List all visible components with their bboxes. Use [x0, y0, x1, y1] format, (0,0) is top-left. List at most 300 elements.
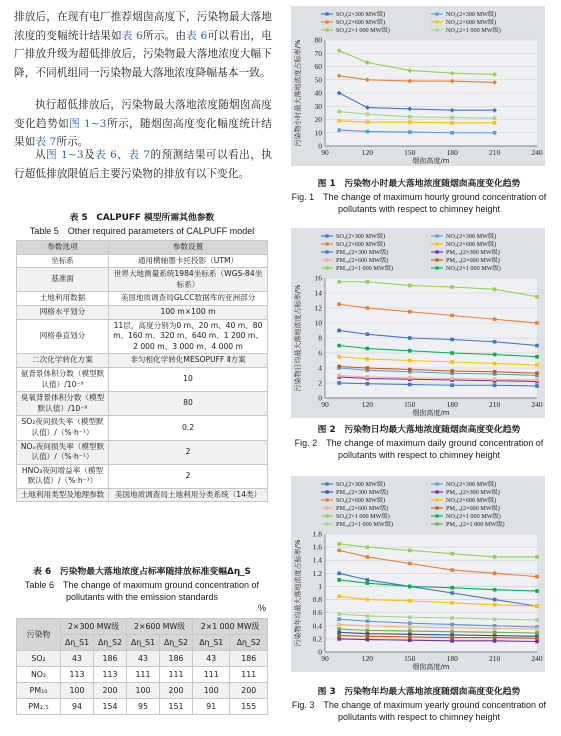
data-point [493, 631, 497, 635]
y-tick-label: 4 [318, 363, 322, 373]
data-point [366, 382, 370, 386]
legend-label: PM₂.₅(2×600 MW级) [446, 505, 500, 513]
data-point [450, 636, 454, 640]
x-tick-label: 90 [321, 148, 329, 157]
data-point [337, 365, 341, 369]
data-point [450, 377, 454, 381]
param-name-cell: 土地利用类型及地理参数 [17, 488, 109, 502]
data-point [493, 377, 497, 381]
data-point [366, 130, 370, 134]
data-point [450, 626, 454, 630]
data-point [535, 575, 539, 579]
data-point [535, 355, 539, 359]
legend-label: NO₂(2×300 MW级) [446, 11, 497, 19]
cross-reference-link[interactable]: 表 6 [95, 149, 117, 161]
data-point [366, 545, 370, 549]
table-row [17, 416, 268, 440]
paragraph-text: 排放后，在现有电厂推荐烟囱高度下，污染物最大落地浓度的变幅统计结果如 [14, 11, 272, 42]
x-tick-label: 120 [361, 148, 374, 157]
legend-label: PM₂.₅(2×300 MW级) [446, 249, 500, 257]
legend-label: NO₂(2×1 000 MW级) [446, 27, 501, 35]
data-point [408, 629, 412, 633]
y-tick-label: 1.8 [312, 529, 322, 539]
data-point [337, 594, 341, 598]
x-axis-label: 烟囱高度/m [412, 663, 450, 671]
legend-label: PM₁₀(2×300 MW级) [336, 249, 389, 257]
param-value-cell: 80 [109, 392, 268, 416]
data-point [535, 378, 539, 382]
legend-label: NO₂(2×600 MW级) [446, 241, 497, 249]
data-point [450, 568, 454, 572]
legend-label: NO₂(2×300 MW级) [446, 481, 497, 489]
data-point [337, 280, 341, 284]
value-cell: 186 [230, 651, 268, 667]
data-point [535, 627, 539, 631]
data-point [450, 338, 454, 342]
data-point [337, 542, 341, 546]
legend-marker [326, 482, 329, 485]
legend-marker [436, 250, 439, 253]
data-point [337, 617, 341, 621]
data-point [337, 381, 341, 385]
data-point [450, 639, 454, 643]
pollutant-cell: PM₂.₅ [17, 699, 61, 715]
paragraph-text: 的预测结果可以看出，执行超低排放限值后主要污染物的排放有以下变化。 [14, 149, 272, 180]
data-point [493, 603, 497, 607]
data-point [408, 585, 412, 589]
table-row [17, 667, 268, 683]
legend-marker [326, 12, 329, 15]
paragraph-3 [14, 146, 272, 183]
data-point [366, 112, 370, 116]
data-point [535, 640, 539, 644]
table6-subheader: Δη_S1 [127, 635, 160, 651]
cross-reference-link[interactable]: 图 1~3 [46, 149, 84, 161]
y-tick-label: 12 [314, 303, 322, 313]
x-tick-label: 210 [488, 654, 501, 663]
value-cell: 100 [127, 683, 160, 699]
figure-1-chart [291, 6, 545, 166]
x-tick-label: 180 [446, 654, 458, 663]
x-tick-label: 90 [321, 654, 329, 663]
data-point [337, 627, 341, 631]
figure-1-caption-zh: 图 1 污染物小时最大落地浓度随烟囱高度变化趋势 [317, 179, 521, 189]
cross-reference-link[interactable]: 表 7 [128, 149, 151, 161]
param-value-cell: 美国地质调查局GLCC数据库的亚洲部分 [109, 292, 268, 306]
table-row [17, 254, 268, 268]
legend-marker [436, 266, 439, 269]
y-tick-label: 50 [314, 75, 322, 85]
y-tick-label: 20 [314, 115, 322, 124]
value-cell: 111 [230, 667, 268, 683]
data-point [535, 384, 539, 388]
y-tick-label: 10 [314, 128, 322, 138]
legend-marker [436, 28, 439, 31]
legend-label: PM₁₀(2×300 MW级) [336, 489, 389, 497]
data-point [408, 359, 412, 363]
data-point [450, 285, 454, 289]
data-point [450, 314, 454, 318]
legend-label: NO₂(2×600 MW级) [446, 497, 497, 505]
legend-marker [326, 522, 329, 525]
legend-marker [326, 28, 329, 31]
value-cell: 200 [230, 683, 268, 699]
table6-unit: % [258, 603, 267, 613]
data-point [366, 306, 370, 310]
data-point [535, 589, 539, 593]
data-point [337, 612, 341, 616]
param-value-cell: 11层，高度分别为0 m、20 m、40 m、80 m、160 m、320 m、640 m、1 200 m、2 000 m、3 000 m、4 000 m [109, 319, 268, 354]
param-name-cell: 氨背景体积分数（模型默认值）/10⁻⁹ [17, 367, 109, 391]
table6-subheader: Δη_S1 [193, 635, 230, 651]
legend-label: PM₁₀(2×1 000 MW级) [336, 521, 393, 529]
table-row [17, 292, 268, 306]
data-point [408, 368, 412, 372]
param-value-cell: 非匀相化学转化MESOPUFF Ⅱ方案 [109, 354, 268, 368]
value-cell: 43 [61, 651, 94, 667]
param-name-cell: 坐标系 [17, 254, 109, 268]
value-cell: 43 [127, 651, 160, 667]
value-cell: 111 [127, 667, 160, 683]
data-point [366, 280, 370, 284]
data-point [493, 317, 497, 321]
data-point [366, 357, 370, 361]
table6-subheader: Δη_S2 [230, 635, 268, 651]
legend-marker [326, 20, 329, 23]
value-cell: 154 [94, 699, 127, 715]
value-cell: 151 [160, 699, 193, 715]
value-cell: 111 [160, 667, 193, 683]
data-point [366, 614, 370, 618]
data-point [493, 131, 497, 135]
value-cell: 186 [160, 651, 193, 667]
data-point [535, 636, 539, 640]
legend-marker [436, 234, 439, 237]
x-tick-label: 240 [531, 148, 543, 157]
x-tick-label: 150 [404, 654, 416, 663]
cross-reference-link[interactable]: 表 7 [35, 136, 57, 149]
figure-2-chart [291, 228, 545, 418]
y-tick-label: 0 [318, 647, 322, 657]
table-row [17, 488, 268, 502]
legend-marker [436, 490, 439, 493]
figure-3-caption-en: Fig. 3 The change of maximum yearly ground concentration of pollutants with respect to chimney height [291, 699, 547, 722]
value-cell: 200 [94, 683, 127, 699]
data-point [408, 635, 412, 639]
paragraph-text: 、 [116, 149, 129, 161]
x-axis-label: 烟囱高度/m [412, 157, 450, 165]
table-row [17, 367, 268, 391]
legend-label: PM₂.₅(2×300 MW级) [446, 489, 500, 497]
legend-marker [436, 20, 439, 23]
y-tick-label: 14 [314, 288, 322, 298]
data-point [337, 344, 341, 348]
data-point [450, 586, 454, 590]
data-point [450, 616, 454, 620]
data-point [450, 131, 454, 135]
x-tick-label: 90 [321, 400, 329, 409]
data-point [366, 619, 370, 623]
pollutant-cell: NO₂ [17, 667, 61, 683]
data-point [366, 638, 370, 642]
table6-subheader: Δη_S2 [94, 635, 127, 651]
table-row [17, 440, 268, 464]
cross-reference-link[interactable]: 表 6 [186, 29, 208, 42]
table6-group-header: 2×300 MW级 [61, 619, 127, 635]
data-point [535, 363, 539, 367]
x-tick-label: 120 [361, 654, 374, 663]
data-point [493, 627, 497, 631]
data-point [408, 599, 412, 603]
paragraph-text: 所示。 [56, 136, 89, 149]
data-point [408, 383, 412, 387]
y-tick-label: 8 [318, 333, 322, 343]
data-point [366, 624, 370, 628]
x-axis-label: 烟囱高度/m [412, 409, 450, 417]
x-tick-label: 180 [446, 400, 458, 409]
paragraph-text: 可以看出，电厂排放升级为超低排放后，污染物最大落地浓度大幅下降，不同机组同一污染物最大落地浓度降幅基本一致。 [14, 29, 272, 79]
value-cell: 91 [193, 699, 230, 715]
data-point [366, 634, 370, 638]
param-name-cell: 臭氧背景体积分数（模型默认值）/10⁻⁹ [17, 392, 109, 416]
legend-marker [326, 234, 329, 237]
data-point [408, 376, 412, 380]
table5 [16, 240, 268, 502]
paragraph-1 [14, 8, 272, 82]
x-tick-label: 180 [446, 148, 458, 157]
y-tick-label: 16 [314, 273, 322, 283]
legend-marker [436, 506, 439, 509]
y-tick-label: 0.8 [312, 595, 322, 605]
legend-label: PM₁₀(2×1 000 MW级) [336, 265, 393, 273]
data-point [366, 366, 370, 370]
data-point [450, 630, 454, 634]
legend-label: NO₂(2×600 MW级) [446, 19, 497, 27]
y-tick-label: 0 [318, 393, 322, 403]
data-point [535, 618, 539, 622]
param-value-cell: 通用横轴墨卡托投影（UTM） [109, 254, 268, 268]
pollutant-cell: PM₁₀ [17, 683, 61, 699]
data-point [535, 321, 539, 325]
data-point [408, 115, 412, 119]
figure-3-chart [291, 476, 545, 672]
table6-caption-en: Table 6 The change of maximum ground concentration of pollutants with the emission standards [24, 579, 260, 602]
cross-reference-link[interactable]: 表 6 [121, 29, 143, 42]
figure-3-caption [286, 686, 552, 724]
data-point [408, 130, 412, 134]
legend-marker [326, 266, 329, 269]
data-point [366, 629, 370, 633]
data-point [493, 370, 497, 374]
legend-marker [436, 12, 439, 15]
legend-marker [436, 482, 439, 485]
data-point [366, 347, 370, 351]
figure-1-caption [286, 178, 552, 216]
data-point [450, 116, 454, 120]
y-tick-label: 0.4 [312, 621, 322, 631]
table-row [17, 699, 268, 715]
data-point [408, 562, 412, 566]
data-point [408, 284, 412, 288]
y-tick-label: 1 [318, 581, 322, 591]
data-point [337, 374, 341, 378]
y-tick-label: 6 [318, 348, 322, 358]
value-cell: 100 [61, 683, 94, 699]
data-point [493, 362, 497, 366]
data-point [493, 636, 497, 640]
legend-label: NO₂(2×1 000 MW级) [446, 265, 501, 273]
data-point [337, 110, 341, 114]
param-name-cell: 基准面 [17, 268, 109, 292]
legend-marker [326, 514, 329, 517]
legend-label: NO₂(2×300 MW级) [446, 233, 497, 241]
y-tick-label: 0 [318, 141, 322, 151]
table-row [17, 464, 268, 488]
table5-caption-zh: 表 5 CALPUFF 模型所需其他参数 [69, 213, 215, 223]
param-value-cell: 世界大地测量系统1984坐标系（WGS-84坐标系） [109, 268, 268, 292]
paragraph-text: 所示。由 [142, 29, 187, 42]
data-point [366, 120, 370, 124]
data-point [366, 555, 370, 559]
table-row [17, 354, 268, 368]
table-row [17, 651, 268, 667]
y-tick-label: 60 [314, 62, 322, 71]
data-point [493, 588, 497, 592]
y-tick-label: 1.2 [312, 568, 322, 578]
y-tick-label: 0.2 [312, 634, 322, 644]
legend-marker [326, 498, 329, 501]
data-point [450, 601, 454, 605]
data-point [366, 375, 370, 379]
y-tick-label: 2 [318, 378, 322, 388]
data-point [366, 581, 370, 585]
legend-label: PM₂.₅(2×600 MW级) [446, 257, 500, 265]
param-name-cell: HNO₃夜间增益率（模型默认值）/（%·h⁻¹） [17, 464, 109, 488]
figure-3-caption-zh: 图 3 污染物年均最大落地浓度随烟囱高度变化趋势 [317, 687, 521, 697]
data-point [493, 287, 497, 291]
legend-label: SO₂(2×600 MW级) [336, 241, 386, 249]
figure-2-caption [286, 424, 552, 462]
data-point [408, 310, 412, 314]
data-point [450, 121, 454, 125]
table6-group-header: 2×1 000 MW级 [193, 619, 268, 635]
value-cell: 155 [230, 699, 268, 715]
data-point [493, 383, 497, 387]
data-point [337, 119, 341, 123]
data-point [337, 623, 341, 627]
cross-reference-link[interactable]: 图 1~3 [69, 117, 107, 130]
data-point [337, 637, 341, 641]
param-value-cell: 10 [109, 367, 268, 391]
data-point [337, 549, 341, 553]
table6-subheader: Δη_S1 [61, 635, 94, 651]
data-point [535, 295, 539, 299]
x-tick-label: 240 [531, 654, 543, 663]
table6-caption-zh: 表 6 污染物最大落地浓度占标率随排放标准变幅Δη_S [33, 567, 251, 577]
data-point [408, 349, 412, 353]
param-value-cell: 0.2 [109, 416, 268, 440]
data-point [337, 355, 341, 359]
legend-label: PM₁₀(2×600 MW级) [336, 257, 389, 265]
table6-group-header: 2×600 MW级 [127, 619, 193, 635]
legend-marker [326, 490, 329, 493]
data-point [535, 631, 539, 635]
table-row [17, 268, 268, 292]
figure-1-caption-en: Fig. 1 The change of maximum hourly ground concentration of pollutants with respect to chimney height [291, 191, 547, 214]
y-tick-label: 1.6 [312, 542, 322, 552]
data-point [408, 549, 412, 553]
table-row [17, 392, 268, 416]
y-axis-label: 污染物日均最大落地浓度占标率/% [294, 284, 302, 392]
data-point [493, 617, 497, 621]
table5-caption [16, 212, 268, 237]
legend-label: SO₂(2×300 MW级) [336, 233, 386, 241]
data-point [408, 621, 412, 625]
data-point [450, 369, 454, 373]
param-name-cell: SO₂夜间损失率（模型默认值）/（%·h⁻¹） [17, 416, 109, 440]
data-point [493, 340, 497, 344]
data-point [493, 639, 497, 643]
table6 [16, 618, 268, 715]
param-name-cell: 土地利用数据 [17, 292, 109, 306]
value-cell: 95 [127, 699, 160, 715]
value-cell: 113 [94, 667, 127, 683]
param-value-cell: 2 [109, 440, 268, 464]
param-value-cell: 2 [109, 464, 268, 488]
table-row [17, 683, 268, 699]
value-cell: 94 [61, 699, 94, 715]
data-point [493, 555, 497, 559]
y-axis-label: 污染物年均最大落地浓度占标率/% [294, 539, 302, 647]
table5-caption-en: Table 5 Other required parameters of CALPUFF model [29, 225, 255, 236]
value-cell: 186 [94, 651, 127, 667]
data-point [450, 360, 454, 364]
data-point [450, 552, 454, 556]
data-point [450, 623, 454, 627]
legend-marker [436, 258, 439, 261]
legend-label: SO₂(2×300 MW级) [336, 481, 386, 489]
paragraph-text: 从 [35, 149, 47, 161]
data-point [408, 120, 412, 124]
data-point [493, 598, 497, 602]
data-point [535, 371, 539, 375]
paragraph-text: 执行超低排放后，污染物最大落地浓度随烟囱高度变化趋势如 [14, 99, 272, 130]
value-cell: 113 [61, 667, 94, 683]
legend-label: SO₂(2×600 MW级) [336, 19, 386, 27]
data-point [493, 121, 497, 125]
data-point [450, 591, 454, 595]
table6-caption [16, 566, 268, 604]
pollutant-cell: SO₂ [17, 651, 61, 667]
legend-marker [436, 522, 439, 525]
table-row [17, 305, 268, 319]
data-point [337, 572, 341, 576]
x-tick-label: 150 [404, 400, 416, 409]
legend-label: SO₂(2×1 000 MW级) [336, 27, 390, 35]
data-point [450, 383, 454, 387]
x-tick-label: 240 [531, 400, 543, 409]
y-tick-label: 30 [314, 101, 322, 111]
table6-pollutant-header: 污染物 [17, 619, 61, 651]
x-tick-label: 120 [361, 400, 374, 409]
paragraph-text: 及 [83, 149, 96, 161]
y-tick-label: 10 [314, 318, 322, 328]
legend-label: SO₂(2×600 MW级) [336, 497, 386, 505]
figure-2-caption-zh: 图 2 污染物日均最大落地浓度随烟囱高度变化趋势 [317, 425, 521, 435]
data-point [535, 604, 539, 608]
paragraph-text: 所示，随烟囱高度变化幅度统计结果如 [14, 117, 273, 149]
table6-subheader: Δη_S2 [160, 635, 193, 651]
